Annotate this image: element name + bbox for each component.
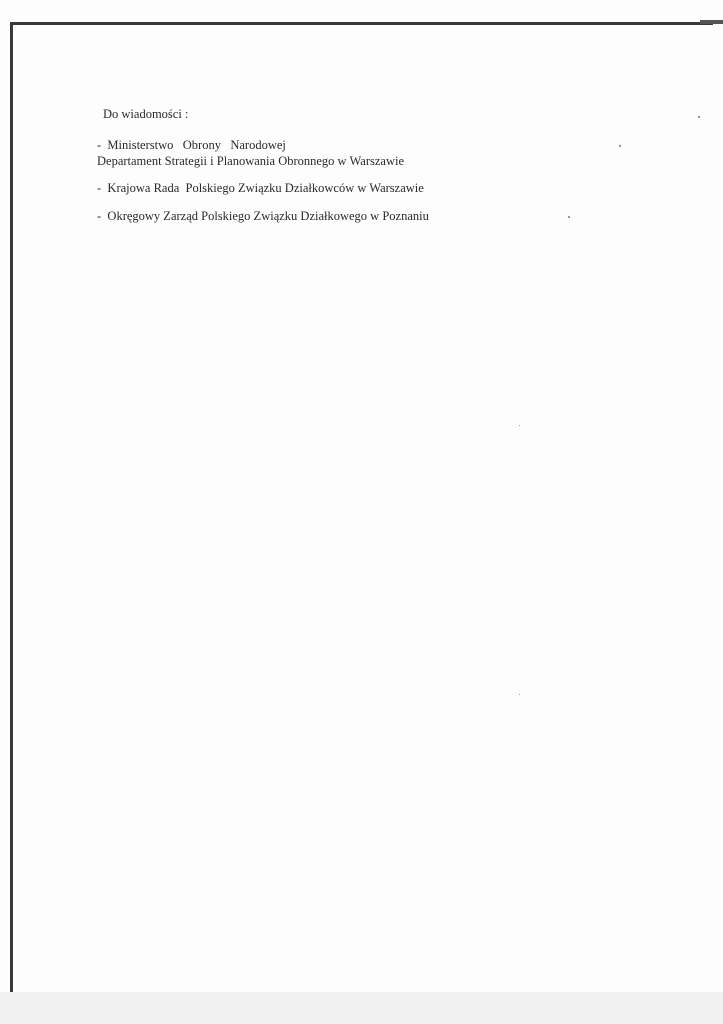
recipient-1-line-1: - Ministerstwo Obrony Narodowej (97, 138, 286, 152)
recipient-1-line-2: Departament Strategii i Planowania Obronnego w Warszawie (97, 154, 405, 168)
distribution-heading: Do wiadomości : (103, 107, 189, 121)
page-bottom-margin (0, 992, 723, 1024)
scan-speck (519, 425, 520, 426)
scan-speck (619, 145, 621, 147)
scan-speck (698, 116, 700, 118)
scan-speck (519, 694, 520, 695)
scan-speck (568, 216, 570, 218)
recipient-3-line-1: - Okręgowy Zarząd Polskiego Związku Działkowego w Poznaniu (97, 209, 429, 223)
recipient-2-line-1: - Krajowa Rada Polskiego Związku Działkowców w Warszawie (97, 181, 424, 195)
